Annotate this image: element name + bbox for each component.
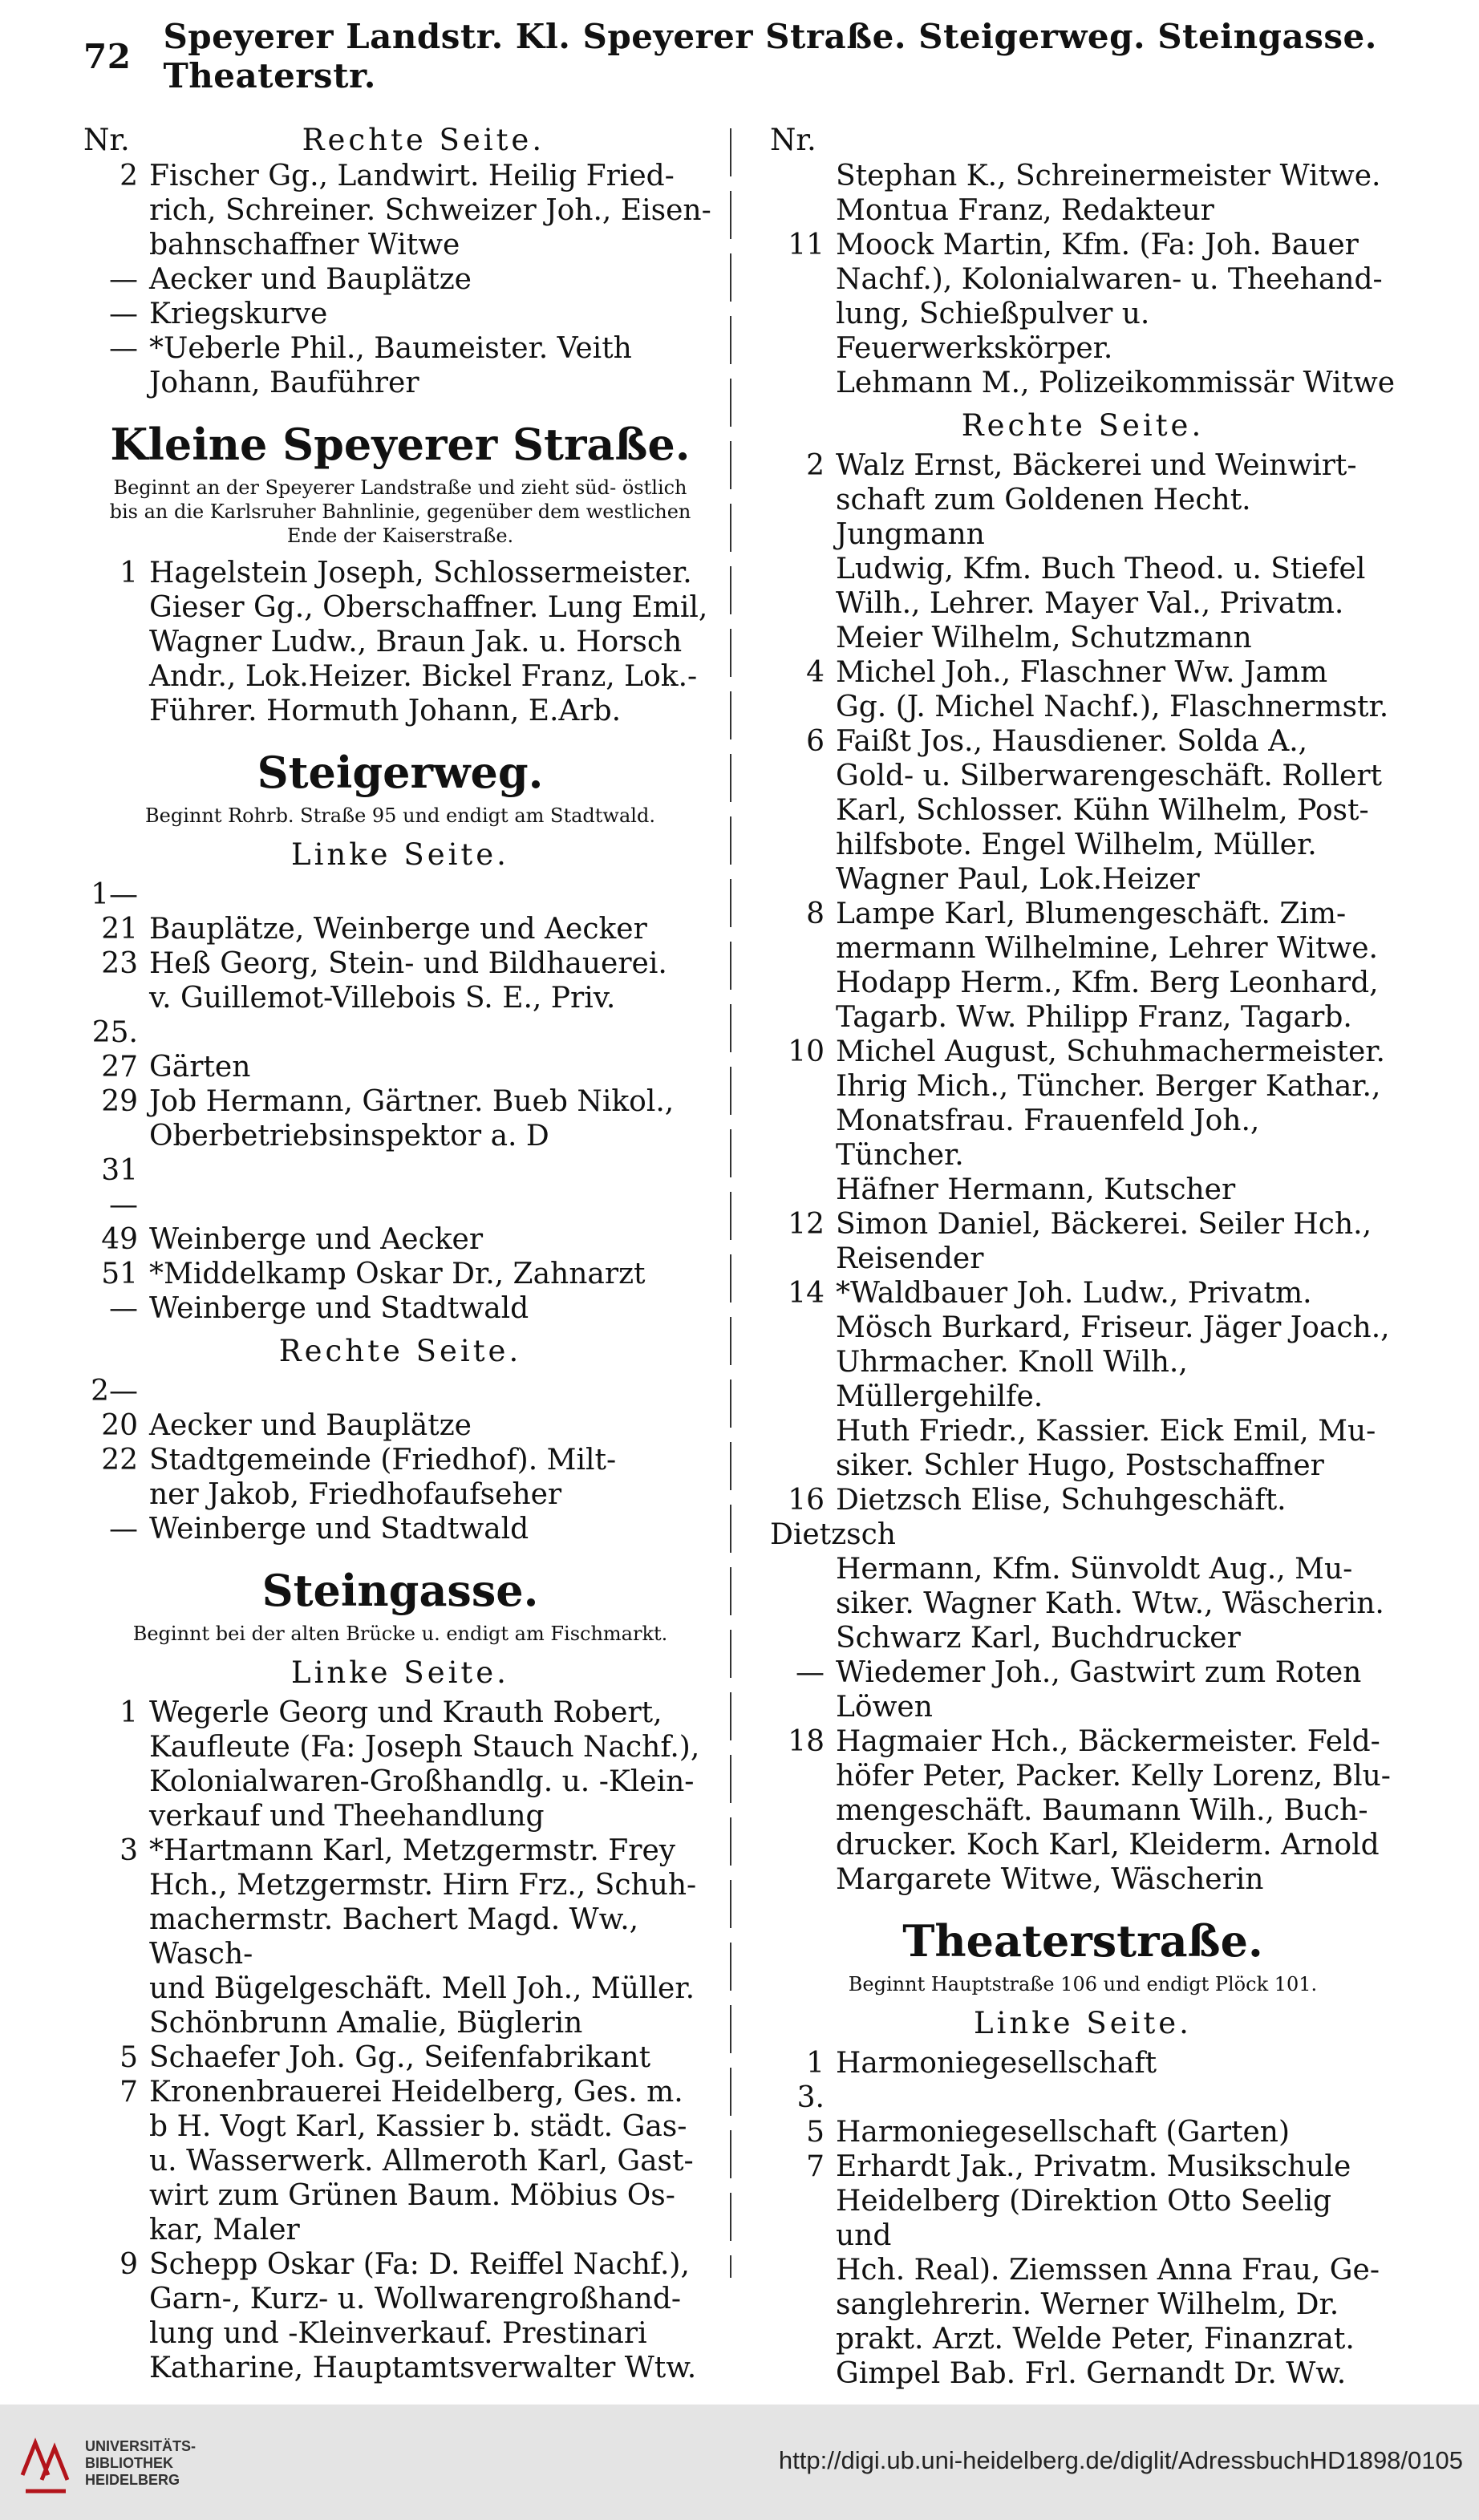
house-number: 6 [806,725,825,758]
entry-text: Mösch Burkard, Friseur. Jäger Joach., [836,1311,1390,1344]
street-title: Steingasse. [261,1565,539,1616]
entry-text: Meier Wilhelm, Schutzmann [836,622,1252,654]
list-item-continuation [83,590,717,625]
side-label: Rechte Seite. [302,123,545,157]
house-number: — [109,263,138,296]
list-item [83,1512,717,1546]
street-title: Steigerweg. [257,747,544,798]
list-item-continuation [770,552,1396,586]
list-item [83,1291,717,1326]
list-item-continuation [83,2006,717,2040]
house-number: 10 [788,1035,825,1068]
list-item [83,1696,717,1730]
entry-text: Schwarz Karl, Buchdrucker [836,1622,1241,1655]
entry-text: bahnschaffner Witwe [149,229,460,261]
list-item-continuation [770,1414,1396,1448]
list-item-continuation [770,1862,1396,1897]
list-item-continuation [83,2109,717,2144]
entry-text: Ihrig Mich., Tüncher. Berger Kathar., [836,1070,1381,1103]
right-column-head [770,122,1396,159]
entry-text: Wiedemer Joh., Gastwirt zum Roten [836,1656,1362,1689]
entry-text: Oberbetriebsinspektor a. D [149,1120,549,1153]
list-item-continuation [83,1868,717,1902]
list-item [770,655,1396,690]
entry-text: Weinberge und Stadtwald [149,1513,529,1546]
street-description: Beginnt Rohrb. Straße 95 und endigt am Stadtwald. [145,804,655,827]
list-item [83,2075,717,2109]
house-number: — [796,1656,825,1689]
street-title: Theaterstraße. [902,1915,1263,1967]
list-item-continuation [770,1242,1396,1276]
list-item-continuation [83,2282,717,2316]
list-item [83,877,717,946]
kleine-continued-entries [770,159,1396,400]
entry-text: rich, Schreiner. Schweizer Joh., Eisen- [149,194,711,227]
entry-text: Schaefer Joh. Gg., Seifenfabrikant [149,2041,651,2074]
list-item [83,262,717,297]
house-number: 25. 27 [91,1016,138,1084]
list-item-continuation [770,1621,1396,1655]
entry-text: Hagmaier Hch., Bäckermeister. Feld- [836,1725,1380,1758]
entry-text: Lehmann M., Polizeikommissär Witwe [836,367,1396,399]
entry-text: siker. Schler Hugo, Postschaffner [836,1449,1324,1482]
list-item [770,897,1396,931]
entry-text: Aecker und Bauplätze [149,1409,472,1442]
house-number: 31—49 [101,1154,138,1256]
entry-text: Johann, Bauführer [149,367,419,399]
entry-text: Dietzsch Elise, Schuhgeschäft. Dietzsch [770,1484,1287,1551]
entry-text: Stadtgemeinde (Friedhof). Milt- [149,1444,617,1477]
house-number: 12 [788,1208,825,1241]
kleine-entries [83,556,717,728]
list-item-continuation [770,1690,1396,1724]
house-number: 2—20 [91,1375,138,1442]
entry-text: Tagarb. Ww. Philipp Franz, Tagarb. [836,1001,1352,1034]
entry-text: Margarete Witwe, Wäscherin [836,1863,1264,1896]
list-item-continuation [83,2213,717,2247]
street-description: Beginnt Hauptstraße 106 und endigt Plöck 101. [848,1973,1318,1995]
entry-text: mengeschäft. Baumann Wilh., Buch- [836,1794,1368,1827]
house-number: 2 [806,449,825,482]
list-item-continuation [770,1173,1396,1207]
entry-text: Hermann, Kfm. Sünvoldt Aug., Mu- [836,1553,1353,1586]
entry-text: Ludwig, Kfm. Buch Theod. u. Stiefel [836,553,1366,585]
entry-text: Reisender [836,1242,984,1275]
entry-text: Hodapp Herm., Kfm. Berg Leonhard, [836,966,1379,999]
list-item [83,946,717,981]
house-number: 51 [101,1258,138,1290]
entry-text: kar, Maler [149,2214,300,2247]
list-item [83,297,717,331]
list-item-continuation [83,1119,717,1153]
list-item-continuation [83,981,717,1015]
entry-text: hilfsbote. Engel Wilhelm, Müller. [836,829,1317,861]
house-number: 7 [806,2150,825,2183]
list-item-continuation [770,2287,1396,2322]
library-name-line: HEIDELBERG [85,2472,180,2488]
entry-text: drucker. Koch Karl, Kleiderm. Arnold [836,1829,1380,1862]
list-item-continuation [83,228,717,262]
list-item [770,2149,1396,2184]
side-label: Linke Seite. [974,2006,1192,2040]
list-item-continuation [770,2322,1396,2356]
list-item [83,2040,717,2075]
library-name [85,2438,196,2489]
entry-text: Uhrmacher. Knoll Wilh., Müllergehilfe. [836,1346,1188,1413]
house-number: 2 [120,160,138,192]
house-number: — [109,298,138,330]
entry-text: Kolonialwaren-Großhandlg. u. -Klein- [149,1765,695,1798]
list-item [770,1483,1396,1552]
entry-text: b H. Vogt Karl, Kassier b. städt. Gas- [149,2110,687,2143]
list-item-continuation [770,759,1396,793]
list-item-continuation [83,2316,717,2351]
house-number: 14 [788,1277,825,1310]
entry-text: Karl, Schlosser. Kühn Wilhelm, Post- [836,794,1369,827]
list-item-continuation [83,2144,717,2178]
entry-text: Weinberge und Stadtwald [149,1292,529,1325]
speyerer-entries [83,159,717,400]
entry-text: ner Jakob, Friedhofaufseher [149,1478,562,1511]
list-item-continuation [83,2351,717,2385]
entry-text: lung, Schießpulver u. Feuerwerkskörper. [836,298,1150,365]
entry-text: mermann Wilhelmine, Lehrer Witwe. [836,932,1378,965]
entry-text: Michel Joh., Flaschner Ww. Jamm [836,656,1328,689]
house-number: 5 [120,2041,138,2074]
steingasse-entries [83,1696,717,2385]
list-item [770,159,1396,193]
house-number: 1 [120,557,138,589]
list-item [770,1655,1396,1690]
entry-text: Fischer Gg., Landwirt. Heilig Fried- [149,160,675,192]
list-item-continuation [83,1477,717,1512]
list-item-continuation [83,1902,717,1971]
list-item-continuation [770,1311,1396,1345]
list-item-continuation [770,483,1396,552]
entry-text: Aecker und Bauplätze [149,263,472,296]
entry-text: Katharine, Hauptamtsverwalter Wtw. [149,2352,697,2384]
list-item-continuation [83,193,717,228]
list-item-continuation [770,2253,1396,2287]
entry-text: Gieser Gg., Oberschaffner. Lung Emil, [149,591,708,624]
house-number: — [109,1513,138,1546]
list-item [83,331,717,366]
entry-text: Hch., Metzgermstr. Hirn Frz., Schuh- [149,1869,697,1902]
entry-text: Kronenbrauerei Heidelberg, Ges. m. [149,2076,683,2109]
entry-text: *Hartmann Karl, Metzgermstr. Frey [149,1834,676,1867]
entry-text: Gimpel Bab. Frl. Gernandt Dr. Ww. [836,2357,1347,2390]
house-number: 1 [120,1696,138,1729]
list-item [83,1015,717,1084]
library-logo-icon [18,2427,74,2496]
list-item-continuation [83,625,717,659]
running-title: Speyerer Landstr. Kl. Speyerer Straße. Steigerweg. Steingasse. Theaterstr. [163,17,1377,95]
entry-text: Löwen [836,1691,933,1724]
house-number: 22 [101,1444,138,1477]
list-item [770,448,1396,483]
left-column-head [83,122,717,159]
list-item-continuation [770,2356,1396,2391]
column-divider [730,128,731,2278]
entry-text: Huth Friedr., Kassier. Eick Emil, Mu- [836,1415,1376,1448]
entry-text: Wagner Ludw., Braun Jak. u. Horsch [149,626,683,658]
list-item-continuation [83,1730,717,1764]
entry-text: höfer Peter, Packer. Kelly Lorenz, Blu- [836,1760,1391,1793]
entry-text: sanglehrerin. Werner Wilhelm, Dr. [836,2288,1339,2321]
nr-label: Nr. [83,123,130,157]
list-item-continuation [770,366,1396,400]
street-title: Kleine Speyerer Straße. [110,419,691,470]
steigerweg-right-entries [83,1374,717,1546]
list-item-continuation [770,262,1396,297]
list-item-continuation [770,966,1396,1000]
entry-text: Bauplätze, Weinberge und Aecker [149,913,647,946]
list-item-continuation [770,1345,1396,1414]
list-item [770,1035,1396,1069]
entry-text: Montua Franz, Redakteur [836,194,1214,227]
house-number: 18 [788,1725,825,1758]
house-number: 7 [120,2076,138,2109]
entry-text: Hagelstein Joseph, Schlossermeister. [149,557,692,589]
entry-text: Wegerle Georg und Krauth Robert, [149,1696,663,1729]
list-item-continuation [770,1552,1396,1586]
entry-text: Harmoniegesellschaft (Garten) [836,2116,1291,2149]
entry-text: Hch. Real). Ziemssen Anna Frau, Ge- [836,2254,1380,2287]
list-item-continuation [770,586,1396,621]
list-item-continuation [770,1759,1396,1793]
list-item-continuation [83,2178,717,2213]
entry-text: Monatsfrau. Frauenfeld Joh., Tüncher. [836,1104,1260,1172]
list-item [83,1833,717,1868]
list-item-continuation [770,862,1396,897]
theater-entries [770,2046,1396,2391]
list-item [83,1153,717,1257]
list-item [770,1724,1396,1759]
side-label: Linke Seite. [291,837,509,872]
list-item-continuation [83,366,717,400]
library-name-line: BIBLIOTHEK [85,2455,173,2471]
list-item-continuation [770,1828,1396,1862]
entry-text: machermstr. Bachert Magd. Ww., Wasch- [149,1903,639,1971]
page-number: 72 [83,36,132,76]
house-number: 23 [101,947,138,980]
list-item [770,2046,1396,2080]
list-item-continuation [83,1799,717,1833]
source-url[interactable]: http://digi.ub.uni-heidelberg.de/diglit/AdressbuchHD1898/0105 [778,2446,1463,2474]
entry-text: und Bügelgeschäft. Mell Joh., Müller. [149,1972,695,2005]
list-item-continuation [770,297,1396,366]
entry-text: Michel August, Schuhmachermeister. [836,1035,1385,1068]
entry-text: Andr., Lok.Heizer. Bickel Franz, Lok.- [149,660,698,693]
entry-text: Faißt Jos., Hausdiener. Solda A., [836,725,1308,758]
entry-text: Erhardt Jak., Privatm. Musikschule [836,2150,1351,2183]
kleine-right-entries [770,448,1396,1897]
list-item [770,1207,1396,1242]
entry-text: Wilh., Lehrer. Mayer Val., Privatm. [836,587,1344,620]
list-item-continuation [770,793,1396,828]
entry-text: Schepp Oskar (Fa: D. Reiffel Nachf.), [149,2248,690,2281]
entry-text: *Waldbauer Joh. Ludw., Privatm. [836,1277,1312,1310]
entry-text: siker. Wagner Kath. Wtw., Wäscherin. [836,1587,1384,1620]
entry-text: Lampe Karl, Blumengeschäft. Zim- [836,897,1347,930]
entry-text: Moock Martin, Kfm. (Fa: Joh. Bauer [836,229,1359,261]
list-item [770,1276,1396,1311]
list-item [770,228,1396,262]
house-number: — [109,1292,138,1325]
side-label: Rechte Seite. [278,1334,522,1368]
entry-text: schaft zum Goldenen Hecht. Jungmann [836,484,1251,551]
house-number: 3. 5 [796,2081,825,2149]
list-item [83,1443,717,1477]
entry-text: Garn-, Kurz- u. Wollwarengroßhand- [149,2283,682,2315]
entry-text: Häfner Hermann, Kutscher [836,1173,1236,1206]
house-number: 4 [806,656,825,689]
list-item-continuation [83,1971,717,2006]
entry-text: lung und -Kleinverkauf. Prestinari [149,2317,647,2350]
house-number: 3 [120,1834,138,1867]
list-item-continuation [83,694,717,728]
side-label: Rechte Seite. [961,408,1205,443]
footer-bar [0,2405,1479,2520]
entry-text: u. Wasserwerk. Allmeroth Karl, Gast- [149,2145,694,2178]
list-item-continuation [770,1448,1396,1483]
entry-text: Gg. (J. Michel Nachf.), Flaschnermstr. [836,691,1389,723]
entry-text: Weinberge und Aecker [149,1223,484,1256]
house-number: 9 [120,2248,138,2281]
list-item [770,724,1396,759]
entry-text: *Middelkamp Oskar Dr., Zahnarzt [149,1258,646,1290]
list-item-continuation [770,1069,1396,1104]
list-item [83,2247,717,2282]
steigerweg-left-entries [83,877,717,1326]
entry-text: Kriegskurve [149,298,328,330]
entry-text: Heß Georg, Stein- und Bildhauerei. [149,947,667,980]
entry-text: Simon Daniel, Bäckerei. Seiler Hch., [836,1208,1372,1241]
list-item [83,1257,717,1291]
list-item-continuation [770,1104,1396,1173]
house-number: 29 [101,1085,138,1118]
entry-text: v. Guillemot-Villebois S. E., Priv. [149,982,616,1015]
entry-text: Heidelberg (Direktion Otto Seelig und [836,2185,1332,2252]
entry-text: Job Hermann, Gärtner. Bueb Nikol., [149,1085,675,1118]
list-item-continuation [770,2184,1396,2253]
entry-text: verkauf und Theehandlung [149,1800,545,1833]
entry-text: wirt zum Grünen Baum. Möbius Os- [149,2179,675,2212]
list-item [770,2080,1396,2149]
right-column [770,122,1396,2391]
page-header [83,17,1383,95]
street-description: Beginnt an der Speyerer Landstraße und zieht süd- östlich bis an die Karlsruher Bahnlinie, gegenüber dem westlichen Ende der Kaiserstraße. [109,476,691,547]
entry-text: Gold- u. Silberwarengeschäft. Rollert [836,760,1382,792]
entry-text: Wagner Paul, Lok.Heizer [836,863,1200,896]
entry-text: prakt. Arzt. Welde Peter, Finanzrat. [836,2323,1355,2356]
house-number: 1 [806,2047,825,2080]
list-item-continuation [770,1586,1396,1621]
entry-text: Harmoniegesellschaft [836,2047,1157,2080]
nr-label: Nr. [770,123,816,157]
entry-text: *Ueberle Phil., Baumeister. Veith [149,332,632,365]
street-description: Beginnt bei der alten Brücke u. endigt am Fischmarkt. [132,1623,668,1645]
list-item-continuation [83,1764,717,1799]
entry-text: Walz Ernst, Bäckerei und Weinwirt- [836,449,1357,482]
left-column [83,122,717,2385]
list-item [83,1374,717,1443]
house-number: 16 [788,1484,825,1517]
entry-text: Gärten [149,1051,251,1084]
house-number: 1—21 [91,878,138,946]
list-item-continuation [770,621,1396,655]
list-item-continuation [770,690,1396,724]
entry-text: Nachf.), Kolonialwaren- u. Theehand- [836,263,1383,296]
list-item-continuation [83,659,717,694]
list-item-continuation [770,1000,1396,1035]
list-item [83,159,717,193]
entry-text: Kaufleute (Fa: Joseph Stauch Nachf.), [149,1731,700,1764]
library-name-line: UNIVERSITÄTS- [85,2438,197,2454]
house-number: — [109,332,138,365]
entry-text: Stephan K., Schreinermeister Witwe. [836,160,1381,192]
list-item-continuation [770,828,1396,862]
house-number: 8 [806,897,825,930]
list-item [83,1084,717,1119]
entry-text: Führer. Hormuth Johann, E.Arb. [149,695,622,727]
side-label: Linke Seite. [291,1655,509,1690]
entry-text: Schönbrunn Amalie, Büglerin [149,2007,583,2040]
list-item-continuation [770,1793,1396,1828]
list-item-continuation [770,193,1396,228]
list-item [83,556,717,590]
house-number: 11 [788,229,825,261]
list-item-continuation [770,931,1396,966]
